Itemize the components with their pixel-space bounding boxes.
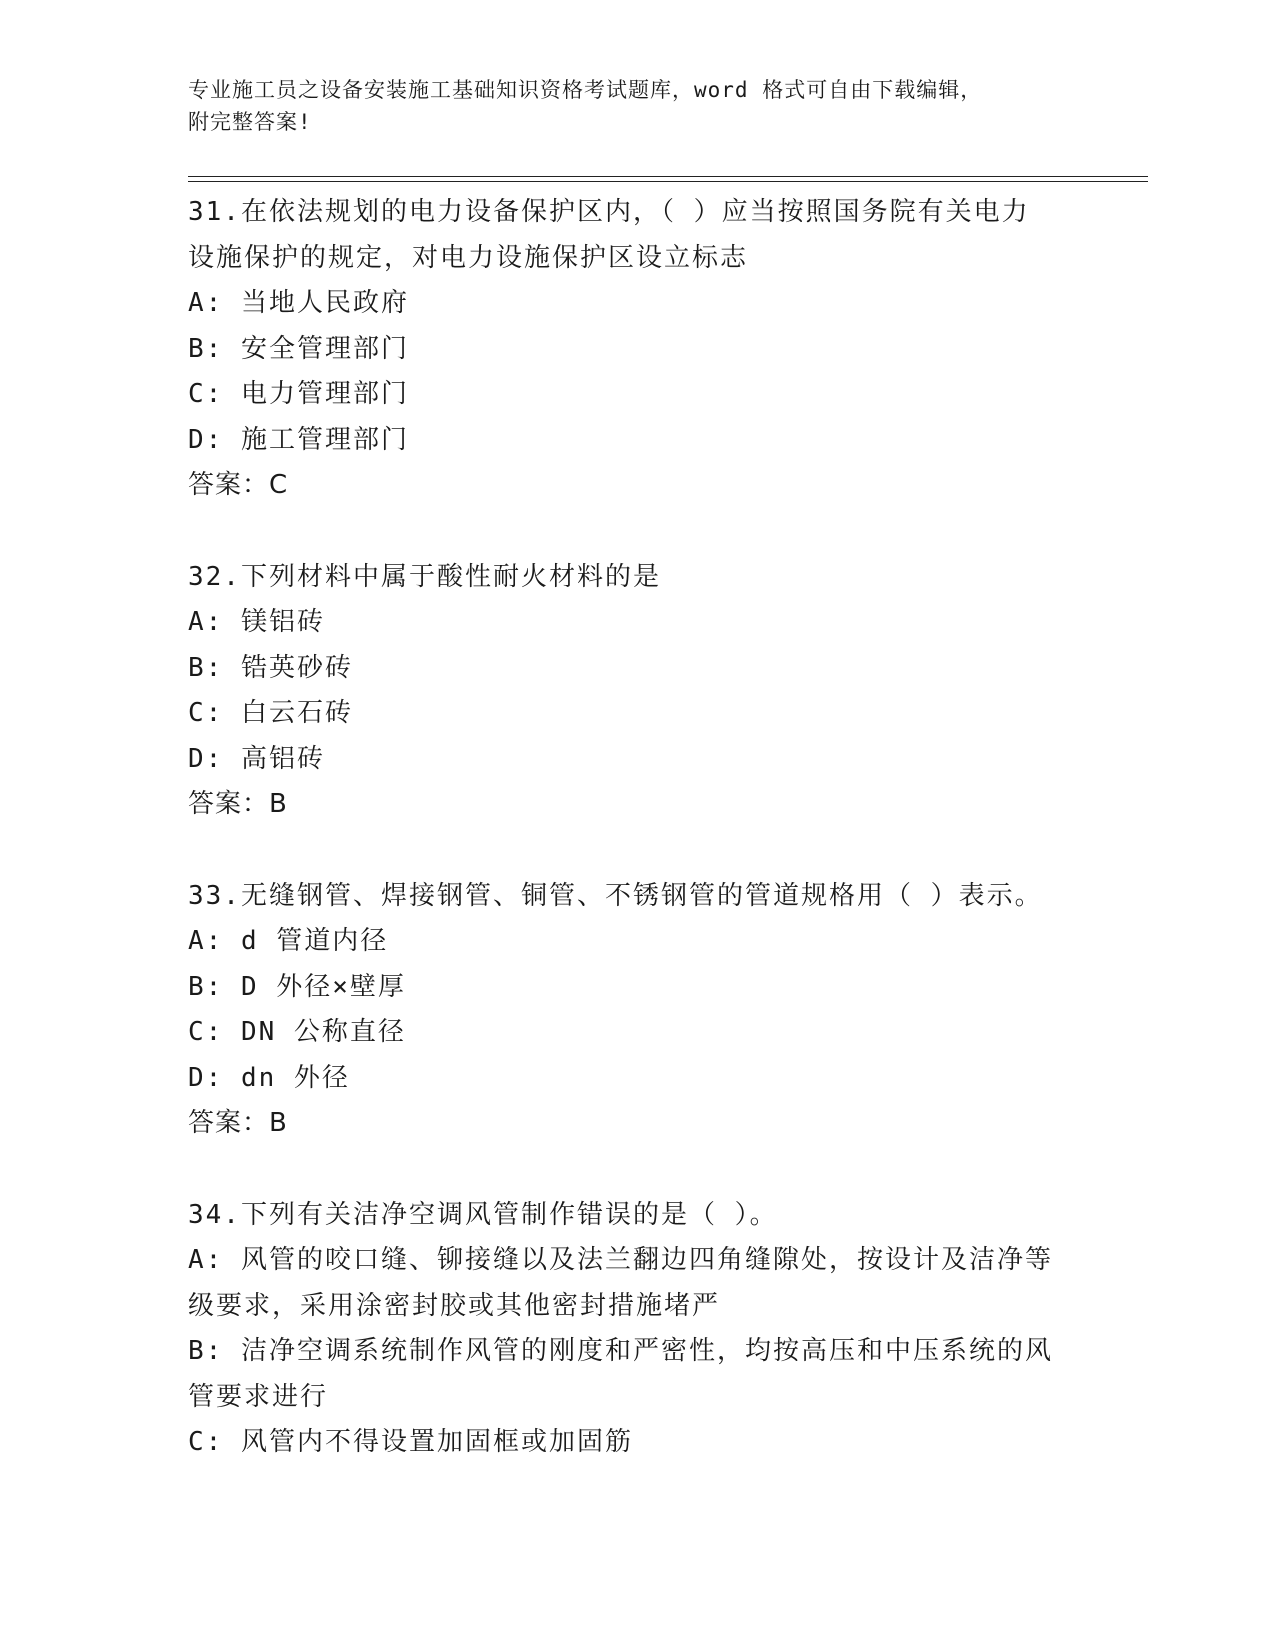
answer-option: B: 安全管理部门 <box>188 333 409 364</box>
question-item <box>188 874 1088 1147</box>
answer-option: A: 风管的咬口缝、铆接缝以及法兰翻边四角缝隙处，按设计及洁净等 <box>188 1245 1053 1275</box>
answer-option: C: 白云石砖 <box>188 698 353 728</box>
answer-key: 答案：B <box>188 789 288 819</box>
question-stem: 设施保护的规定，对电力设施保护区设立标志 <box>188 242 749 273</box>
question-stem: 32.下列材料中属于酸性耐火材料的是 <box>188 561 661 592</box>
answer-option: C: 电力管理部门 <box>188 379 409 409</box>
question-stem: 34.下列有关洁净空调风管制作错误的是（ ）。 <box>188 1199 778 1230</box>
answer-option: A: d 管道内径 <box>188 926 389 956</box>
answer-option: 级要求，采用涂密封胶或其他密封措施堵严 <box>188 1290 721 1321</box>
header-line-1: 专业施工员之设备安装施工基础知识资格考试题库，word 格式可自由下载编辑， <box>188 78 983 102</box>
question-item <box>188 1193 1088 1466</box>
answer-option: 管要求进行 <box>188 1381 329 1412</box>
header-line-2: 附完整答案! <box>188 110 312 134</box>
question-stem: 33.无缝钢管、焊接钢管、铜管、不锈钢管的管道规格用（ ）表示。 <box>188 880 1043 911</box>
answer-option: C: 风管内不得设置加固框或加固筋 <box>188 1427 633 1457</box>
document-header <box>188 74 1088 138</box>
answer-option: B: 洁净空调系统制作风管的刚度和严密性，均按高压和中压系统的风 <box>188 1336 1053 1366</box>
answer-option: D: 施工管理部门 <box>188 424 409 455</box>
answer-option: C: DN 公称直径 <box>188 1017 406 1047</box>
question-item <box>188 555 1088 828</box>
answer-option: A: 当地人民政府 <box>188 288 409 318</box>
question-item <box>188 190 1088 509</box>
answer-option: A: 镁铝砖 <box>188 607 325 637</box>
answer-option: D: 高铝砖 <box>188 743 325 774</box>
question-stem: 31.在依法规划的电力设备保护区内，（ ）应当按照国务院有关电力 <box>188 197 1030 227</box>
answer-option: D: dn 外径 <box>188 1062 350 1093</box>
question-list <box>188 190 1088 1512</box>
header-divider <box>188 176 1148 182</box>
answer-option: B: 锆英砂砖 <box>188 652 353 683</box>
answer-key: 答案：C <box>188 470 289 500</box>
answer-option: B: D 外径×壁厚 <box>188 971 406 1002</box>
answer-key: 答案：B <box>188 1108 288 1138</box>
